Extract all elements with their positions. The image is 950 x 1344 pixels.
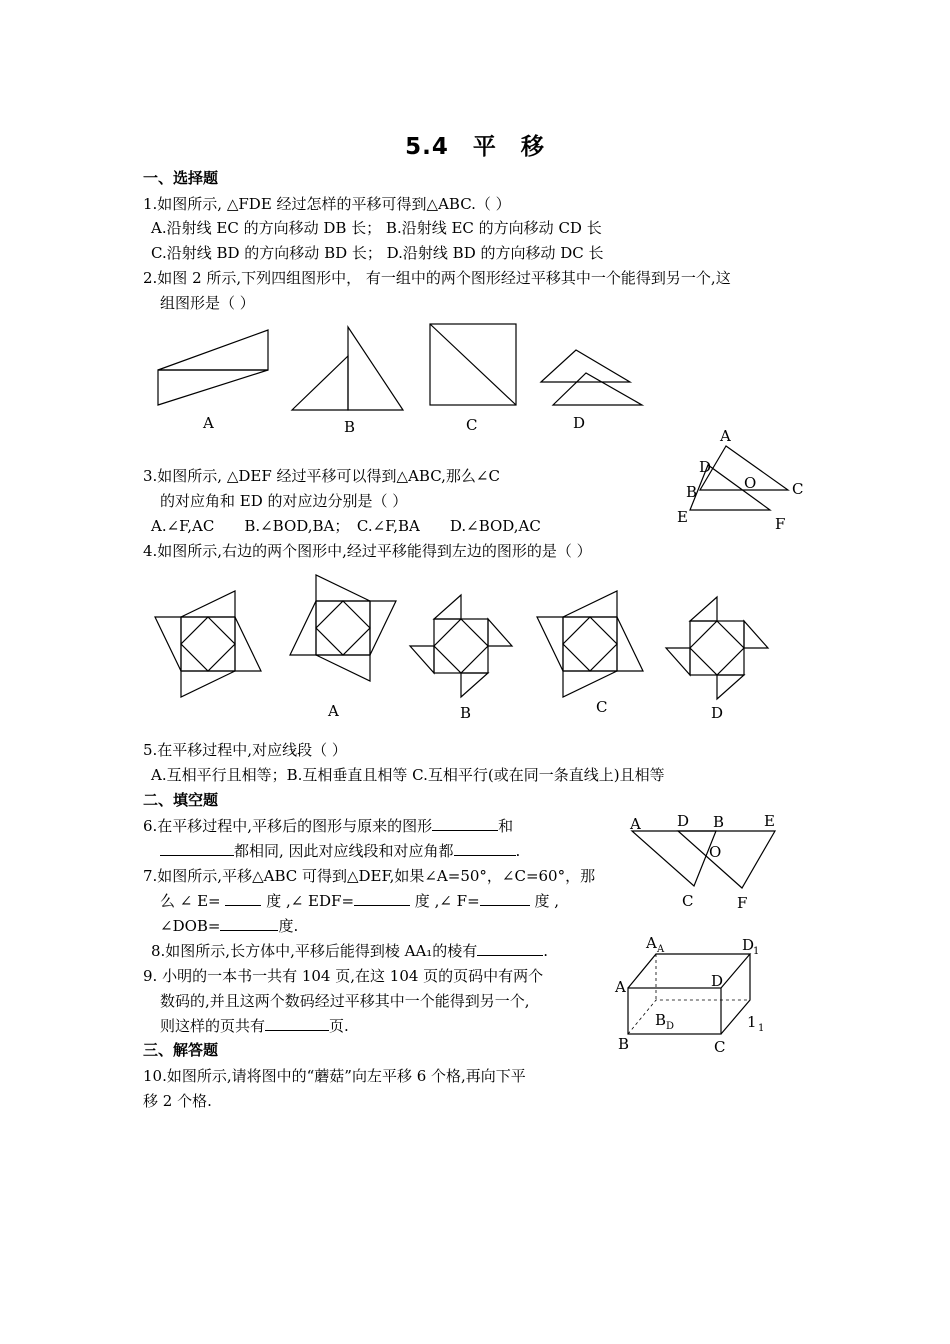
svg-text:A: A [657, 944, 665, 955]
q10-line1: 10.如图所示,请将图中的“蘑菇”向左平移 6 个格,再向下平 [143, 1067, 526, 1085]
q7-line2: 么 ∠ E= 度 ,∠ EDF= 度 ,∠ F= 度 , [160, 892, 559, 910]
svg-text:E: E [764, 812, 775, 830]
q4-label-b: B [460, 704, 472, 722]
q2-label-d: D [573, 414, 586, 432]
section-heading-choice: 一、选择题 [143, 169, 219, 187]
svg-text:O: O [744, 474, 757, 492]
q5-options: A.互相平行且相等；B.互相垂直且相等 C.互相平行(或在同一条直线上)且相等 [151, 766, 665, 784]
q4-label-c: C [596, 698, 608, 716]
q1-options-cd: C.沿射线 BD 的方向移动 BD 长； D.沿射线 BD 的方向移动 DC 长 [151, 244, 604, 262]
svg-text:C: C [792, 480, 804, 498]
q7-line3: ∠DOB= 度. [160, 917, 299, 935]
svg-text:D: D [666, 1021, 675, 1032]
q4-label-d: D [711, 704, 724, 722]
section-heading-fill: 二、填空题 [143, 791, 219, 809]
svg-text:A: A [646, 934, 657, 952]
q6-line1: 6.在平移过程中,平移后的图形与原来的图形 和 [143, 817, 514, 835]
svg-text:O: O [709, 843, 722, 861]
q5-stem: 5.在平移过程中,对应线段（ ） [143, 741, 347, 759]
section-heading-answer: 三、解答题 [143, 1041, 219, 1059]
q4-label-a: A [328, 702, 339, 720]
q6-line2: 都相同, 因此对应线段和对应角都 . [160, 841, 520, 861]
svg-text:1: 1 [753, 946, 760, 957]
svg-text:D: D [742, 936, 755, 954]
q4-stem: 4.如图所示,右边的两个图形中,经过平移能得到左边的图形的是（ ） [143, 542, 592, 560]
q8-stem: 8.如图所示,长方体中,平移后能得到棱 AA₁的棱有 . [151, 942, 549, 960]
q1-stem: 1.如图所示, △FDE 经过怎样的平移可得到△ABC.（ ） [143, 195, 511, 213]
q9-line2: 数码的,并且这两个数码经过平移其中一个能得到另一个, [160, 992, 530, 1010]
q3-options: A.∠F,AC B.∠BOD,BA； C.∠F,BA D.∠BOD,AC [151, 517, 541, 535]
svg-text:A: A [615, 978, 626, 996]
svg-text:D: D [711, 972, 724, 990]
svg-text:E: E [677, 508, 688, 526]
q1-options-ab: A.沿射线 EC 的方向移动 DB 长； B.沿射线 EC 的方向移动 CD 长 [151, 219, 602, 237]
q2-label-a: A [203, 414, 214, 432]
svg-text:D: D [699, 458, 712, 476]
svg-text:F: F [775, 515, 786, 533]
svg-text:1: 1 [747, 1013, 757, 1031]
q7-line1: 7.如图所示,平移△ABC 可得到△DEF,如果∠A=50°，∠C=60°，那 [143, 867, 596, 885]
q9-line1: 9. 小明的一本书一共有 104 页,在这 104 页的页码中有两个 [143, 967, 544, 985]
q3-stem-line1: 3.如图所示, △DEF 经过平移可以得到△ABC,那么∠C [143, 467, 500, 485]
q2-stem-line1: 2.如图 2 所示,下列四组图形中， 有一组中的两个图形经过平移其中一个能得到另一个,这 [143, 269, 731, 287]
svg-text:A: A [630, 815, 641, 833]
svg-text:B: B [655, 1011, 667, 1029]
svg-text:B: B [618, 1035, 630, 1053]
svg-text:B: B [686, 483, 698, 501]
page-title: 5.4 平 移 [405, 134, 545, 160]
svg-text:1: 1 [758, 1023, 765, 1034]
q2-label-b: B [344, 418, 356, 436]
svg-text:C: C [714, 1038, 726, 1056]
svg-text:D: D [677, 812, 690, 830]
q2-stem-line2: 组图形是（ ） [160, 294, 255, 312]
svg-text:A: A [720, 427, 731, 445]
svg-text:C: C [682, 892, 694, 910]
q3-stem-line2: 的对应角和 ED 的对应边分别是（ ） [160, 492, 408, 510]
q2-label-c: C [466, 416, 478, 434]
svg-text:F: F [737, 894, 748, 912]
q10-line2: 移 2 个格. [143, 1092, 212, 1110]
svg-text:B: B [713, 813, 725, 831]
q9-line3: 则这样的页共有 页. [160, 1017, 349, 1035]
